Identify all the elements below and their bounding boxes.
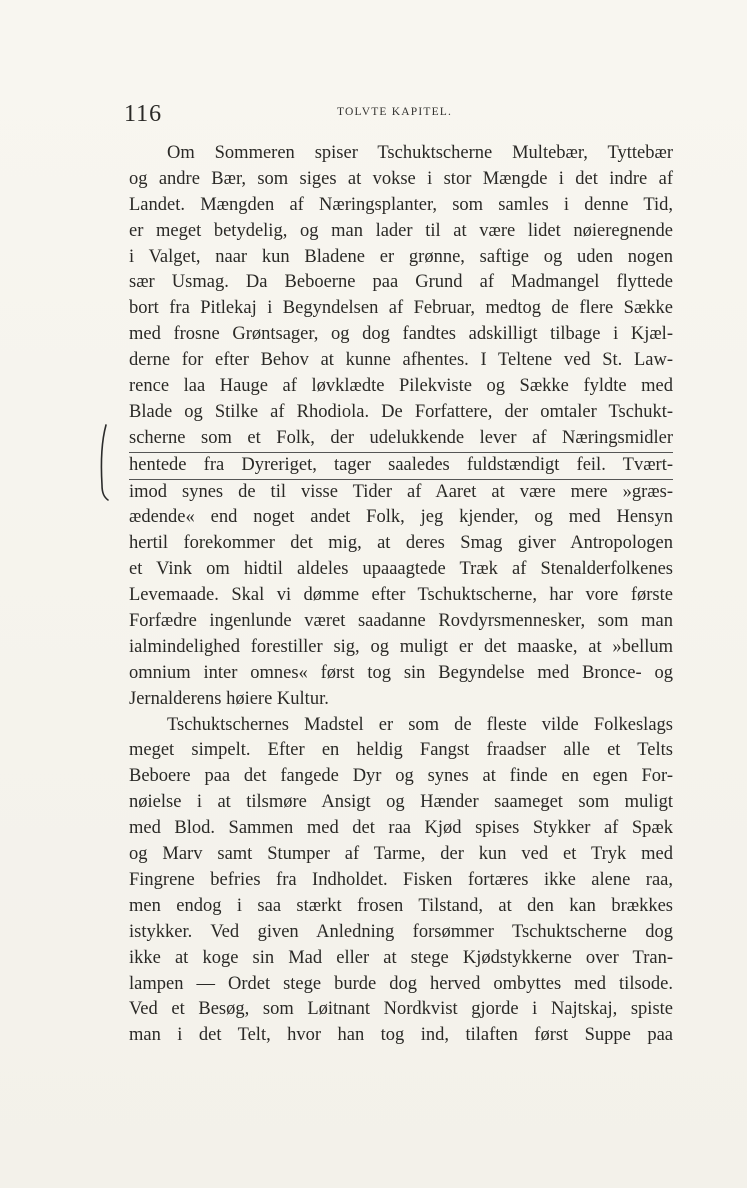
body-text [129,141,673,1049]
text-line: Forfædre ingenlunde været saadanne Rovdyrsmennesker, som man [129,611,673,632]
text-line: Fingrene befries fra Indholdet. Fisken fortæres ikke alene raa, [129,869,673,890]
text-line: med frosne Grøntsager, og dog fandtes adskilligt tilbage i Kjæl- [129,324,673,345]
text-line: Ved et Besøg, som Løitnant Nordkvist gjorde i Najtskaj, spiste [129,999,673,1020]
page-number: 116 [124,101,163,127]
text-line: med Blod. Sammen med det raa Kjød spises Stykker af Spæk [129,818,673,839]
text-line: Tschuktschernes Madstel er som de fleste vilde Folkeslags [167,714,673,735]
text-line: i Valget, naar kun Bladene er grønne, saftige og uden nogen [129,246,673,267]
text-line: rence laa Hauge af løvklædte Pilekviste og Sække fyldte med [129,376,673,397]
text-line: man i det Telt, hvor han tog ind, tilaften først Suppe paa [129,1025,673,1046]
text-line: et Vink om hidtil aldeles upaaagtede Træk af Stenalderfolkenes [129,559,673,580]
running-head: TOLVTE KAPITEL. [337,106,453,118]
text-line: meget simpelt. Efter en heldig Fangst fraadser alle et Telts [129,740,673,761]
text-line: Blade og Stilke af Rhodiola. De Forfattere, der omtaler Tschukt- [129,401,673,422]
text-line: ikke at koge sin Mad eller at stege Kjødstykkerne over Tran- [129,947,673,968]
text-line: imod synes de til visse Tider af Aaret at være mere »græs- [129,481,673,502]
text-line: Levemaade. Skal vi dømme efter Tschuktscherne, har vore første [129,585,673,606]
text-line: nøielse i at tilsmøre Ansigt og Hænder saameget som muligt [129,792,673,813]
text-line: men endog i saa stærkt frosen Tilstand, at den kan brækkes [129,895,673,916]
text-line: bort fra Pitlekaj i Begyndelsen af Februar, medtog de flere Sække [129,298,673,319]
text-line: og Marv samt Stumper af Tarme, der kun ved et Tryk med [129,844,673,865]
text-line: hertil forekommer det mig, at deres Smag giver Antropologen [129,533,673,554]
text-line: lampen — Ordet stege burde dog herved ombyttes med tilsode. [129,973,673,994]
text-line: istykker. Ved given Anledning forsømmer Tschuktscherne dog [129,921,673,942]
text-line: er meget betydelig, og man lader til at være lidet nøieregnende [129,220,673,241]
text-line-underlined: scherne som et Folk, der udelukkende lever af Næringsmidler [129,426,673,453]
text-line: Beboere paa det fangede Dyr og synes at finde en egen For- [129,766,673,787]
text-line: og andre Bær, som siges at vokse i stor Mængde i det indre af [129,168,673,189]
text-line: Landet. Mængden af Næringsplanter, som samles i denne Tid, [129,194,673,215]
text-line: Jernalderens høiere Kultur. [129,688,329,709]
text-line-underlined: hentede fra Dyreriget, tager saaledes fuldstændigt feil. Tvært- [129,453,673,480]
margin-bracket-mark [92,423,112,503]
text-line: ialmindelighed forestiller sig, og muligt er det maaske, at »bellum [129,636,673,657]
text-line: derne for efter Behov at kunne afhentes. I Teltene ved St. Law- [129,350,673,371]
text-line: ædende« end noget andet Folk, jeg kjender, og med Hensyn [129,507,673,528]
text-line: omnium inter omnes« først tog sin Begyndelse med Bronce- og [129,662,673,683]
text-line: Om Sommeren spiser Tschuktscherne Multebær, Tyttebær [167,143,673,163]
text-line: sær Usmag. Da Beboerne paa Grund af Madmangel flyttede [129,272,673,293]
